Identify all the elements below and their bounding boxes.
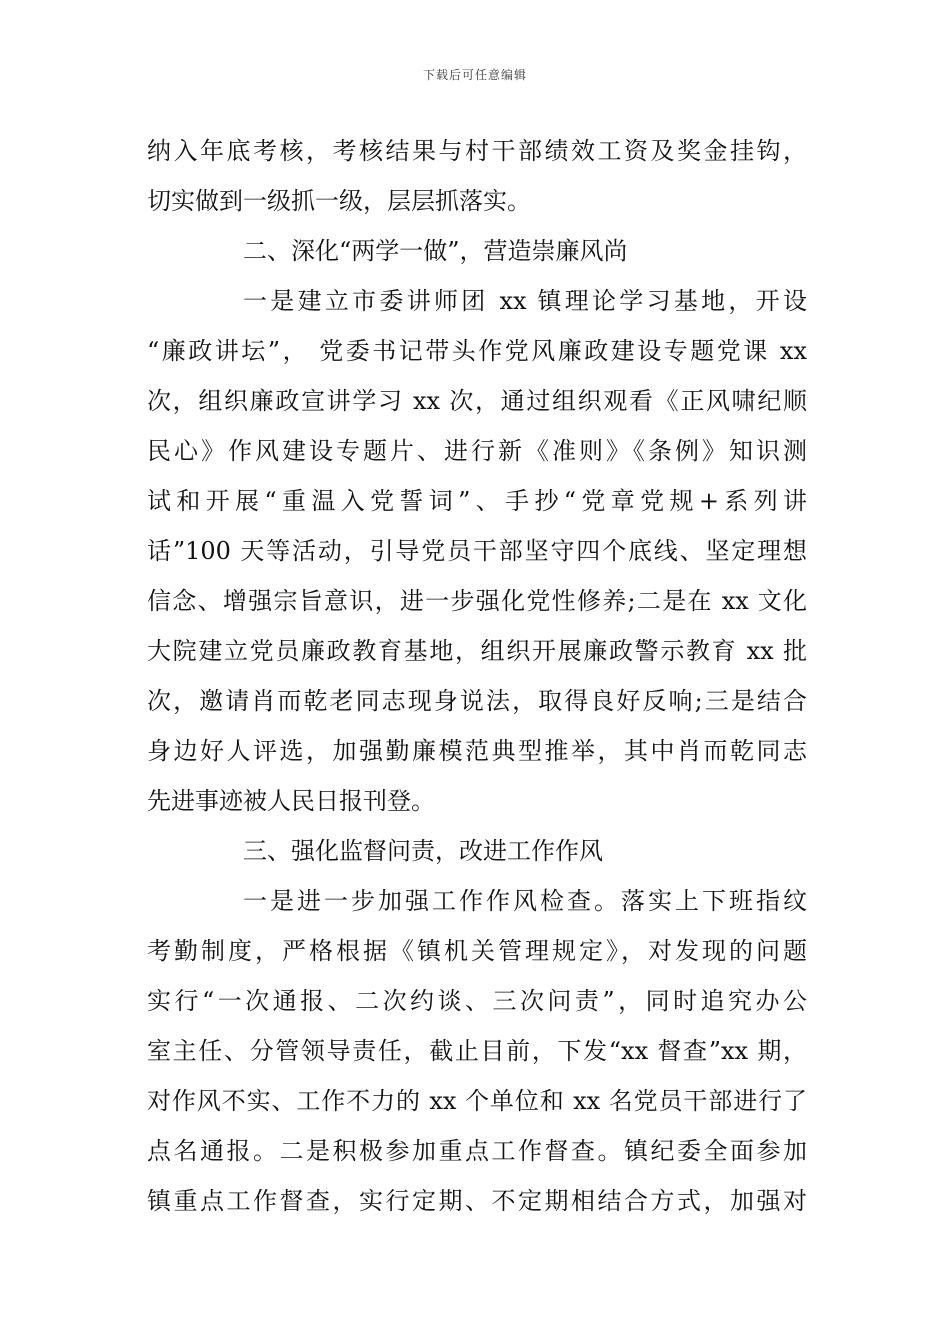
section-heading: 二、深化“两学一做”，营造崇廉风尚 xyxy=(243,237,628,265)
document-body xyxy=(147,126,807,1226)
text-line: 身边好人评选，加强勤廉模范典型推举，其中肖而乾同志 xyxy=(147,737,807,765)
text-line: 话”100 天等活动，引导党员干部坚守四个底线、坚定理想 xyxy=(147,537,807,565)
text-line: 对作风不实、工作不力的 xx 个单位和 xx 名党员干部进行了 xyxy=(147,1087,807,1115)
text-line: 民心》作风建设专题片、进行新《准则》《条例》知识测 xyxy=(147,437,807,465)
text-line: 信念、增强宗旨意识，进一步强化党性修养;二是在 xx 文化 xyxy=(147,587,807,615)
text-line: “廉政讲坛”， 党委书记带头作党风廉政建设专题党课 xx xyxy=(147,337,807,365)
section-heading: 三、强化监督问责，改进工作作风 xyxy=(243,837,603,865)
text-line: 考勤制度，严格根据《镇机关管理规定》，对发现的问题 xyxy=(147,937,807,965)
text-line: 纳入年底考核，考核结果与村干部绩效工资及奖金挂钩， xyxy=(147,137,807,165)
text-line: 先进事迹被人民日报刊登。 xyxy=(147,787,435,815)
text-line: 点名通报。二是积极参加重点工作督查。镇纪委全面参加 xyxy=(147,1137,807,1165)
text-line: 一是建立市委讲师团 xx 镇理论学习基地，开设 xyxy=(243,287,807,315)
text-line: 实行“一次通报、二次约谈、三次问责”，同时追究办公 xyxy=(147,987,807,1015)
text-line: 大院建立党员廉政教育基地，组织开展廉政警示教育 xx 批 xyxy=(147,637,807,665)
page-header: 下载后可任意编辑 xyxy=(422,68,527,82)
text-line: 切实做到一级抓一级，层层抓落实。 xyxy=(147,187,531,215)
text-line: 次，组织廉政宣讲学习 xx 次，通过组织观看《正风啸纪顺 xyxy=(147,387,807,415)
text-line: 次，邀请肖而乾老同志现身说法，取得良好反响;三是结合 xyxy=(147,687,807,715)
text-line: 室主任、分管领导责任，截止目前，下发“xx 督查”xx 期， xyxy=(147,1037,807,1065)
text-line: 一是进一步加强工作作风检查。落实上下班指纹 xyxy=(243,887,807,915)
text-line: 镇重点工作督查，实行定期、不定期相结合方式，加强对 xyxy=(147,1187,807,1215)
text-line: 试和开展“重温入党誓词”、手抄“党章党规+系列讲 xyxy=(147,487,807,515)
